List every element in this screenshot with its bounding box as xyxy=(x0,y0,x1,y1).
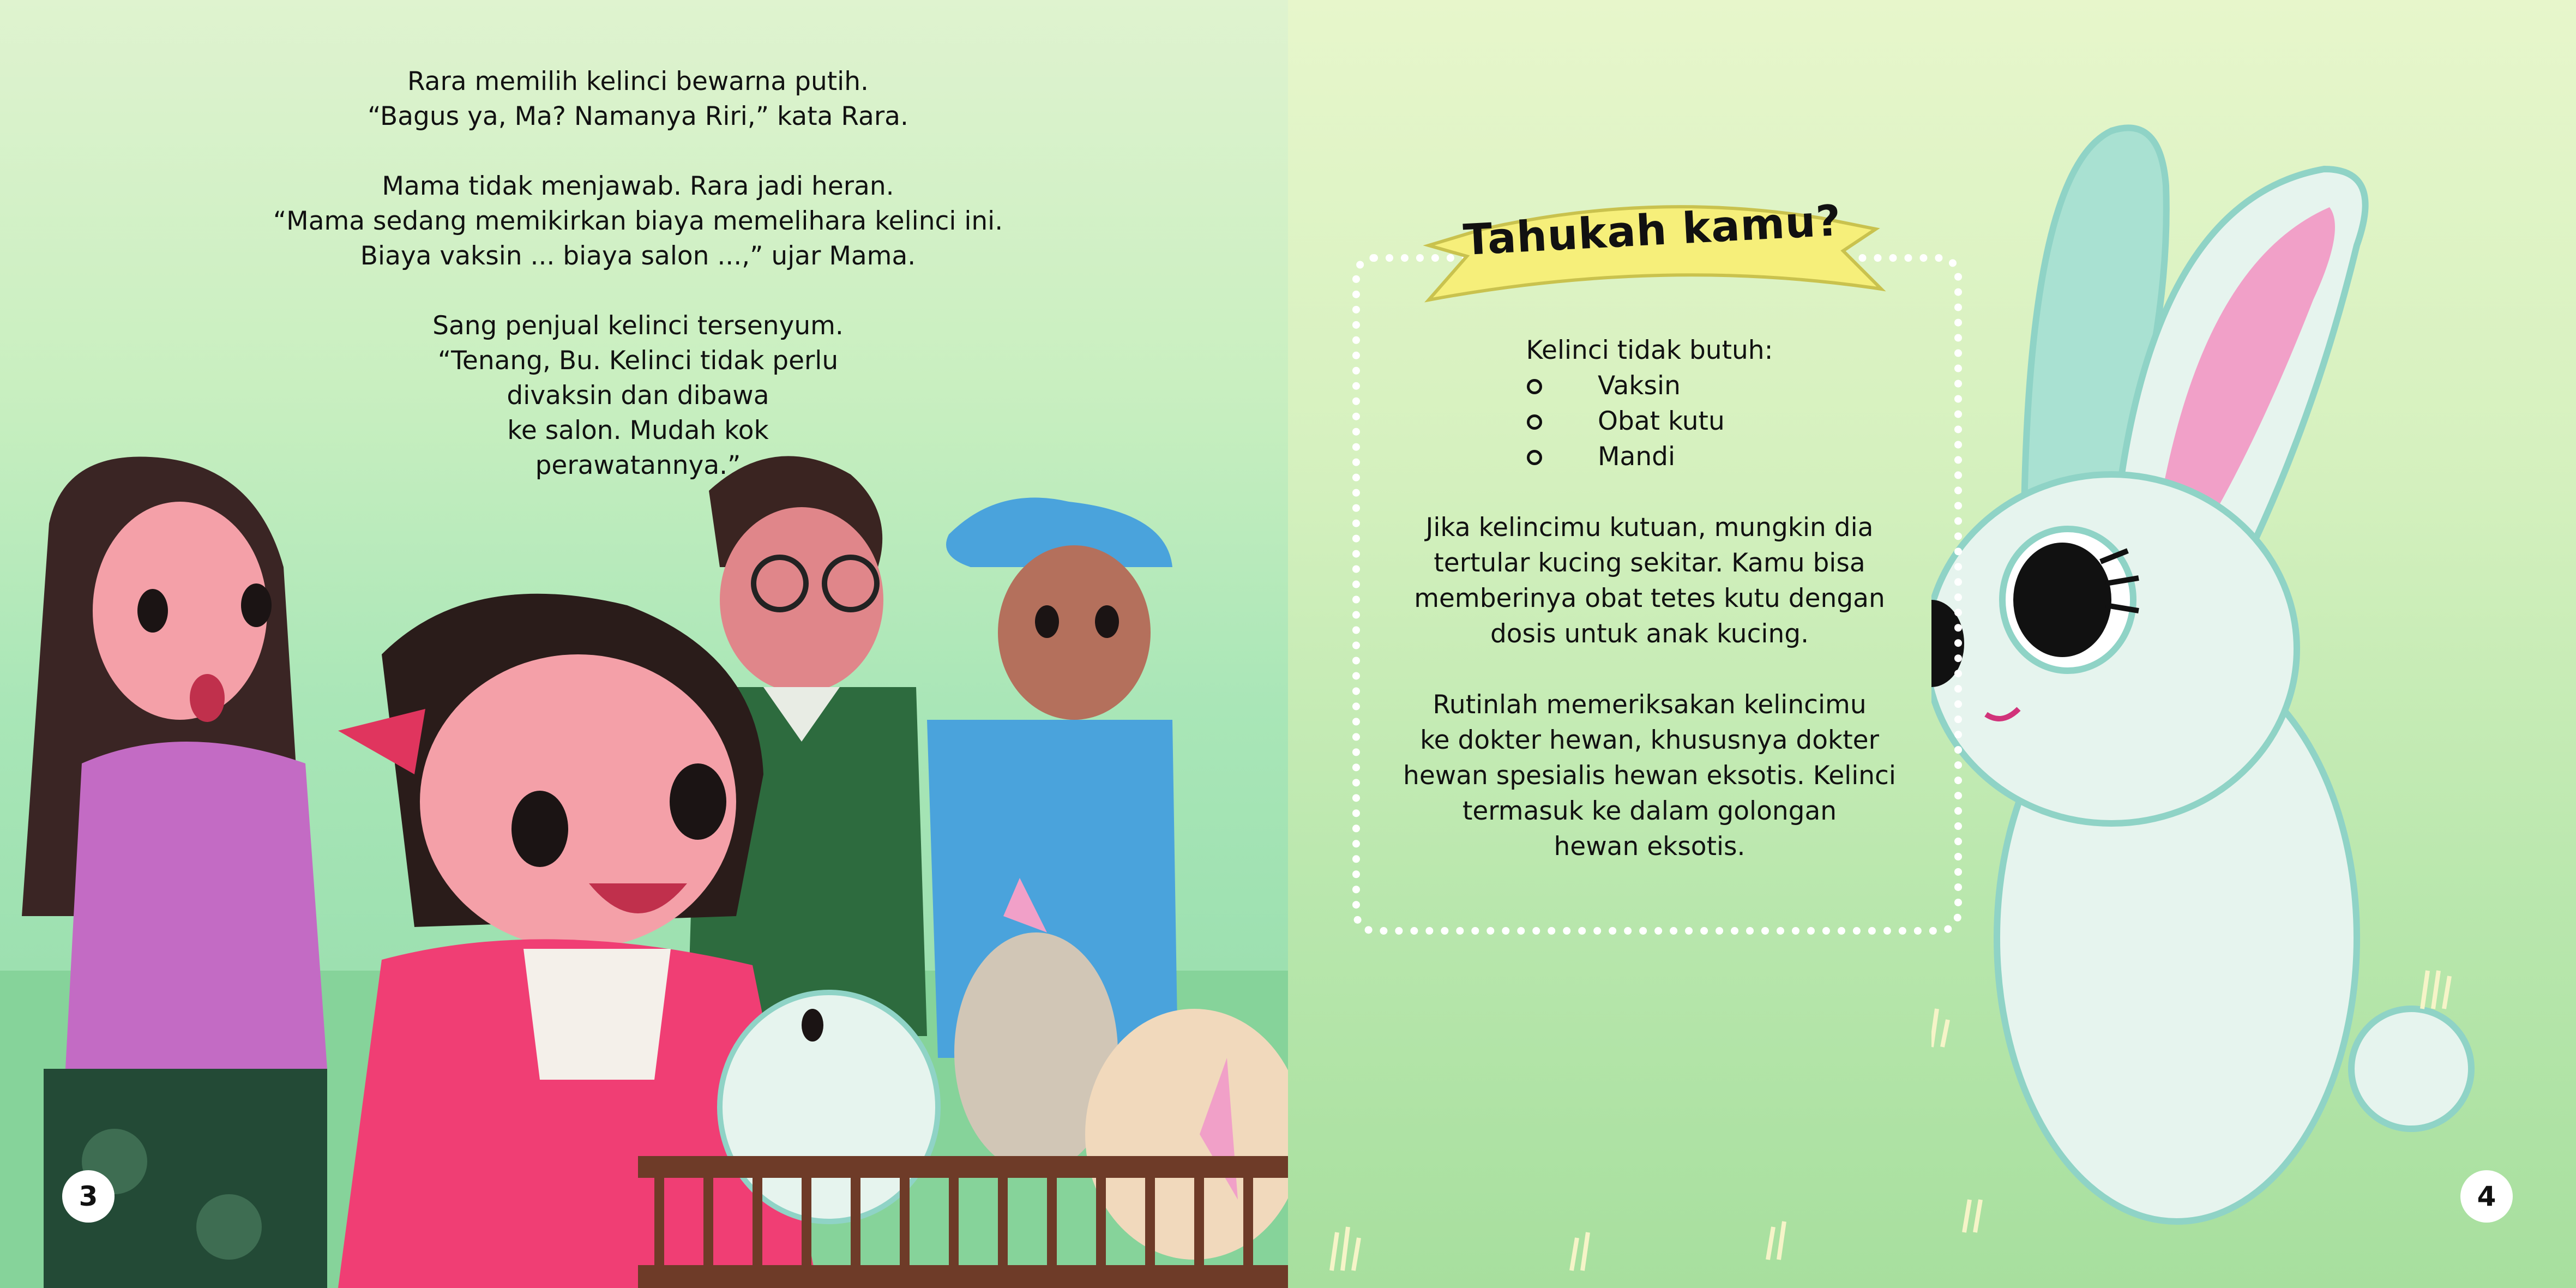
page-number-right: 4 xyxy=(2460,1170,2513,1223)
list-item-label: Vaksin xyxy=(1598,371,1681,401)
story-line: “Bagus ya, Ma? Namanya Riri,” kata Rara. xyxy=(368,101,908,131)
fact-intro: Kelinci tidak butuh: xyxy=(1526,335,1773,365)
list-item xyxy=(1363,368,1936,404)
list-item-label: Mandi xyxy=(1598,442,1676,472)
fact-line: memberinya obat tetes kutu dengan xyxy=(1414,583,1885,613)
fact-line: termasuk ke dalam golongan xyxy=(1462,796,1837,826)
story-paragraph-3 xyxy=(229,309,1047,483)
fact-line: hewan eksotis. xyxy=(1554,832,1746,862)
page-number-left: 3 xyxy=(62,1170,115,1223)
list-item xyxy=(1363,404,1936,439)
fact-line: dosis untuk anak kucing. xyxy=(1490,619,1809,649)
list-item-label: Obat kutu xyxy=(1598,406,1725,436)
story-line: Sang penjual kelinci tersenyum. xyxy=(432,311,844,341)
banner-title: Tahukah kamu? xyxy=(1462,196,1843,266)
story-line: Mama tidak menjawab. Rara jadi heran. xyxy=(382,171,894,201)
circle-bullet-icon xyxy=(1527,379,1542,394)
circle-bullet-icon xyxy=(1527,414,1542,430)
story-paragraph-2 xyxy=(229,169,1047,274)
story-paragraph-1 xyxy=(229,64,1047,134)
fact-line: Jika kelincimu kutuan, mungkin dia xyxy=(1425,513,1874,543)
story-line: perawatannya.” xyxy=(535,450,741,480)
family-scene-illustration xyxy=(0,425,1288,1288)
rabbit-eye xyxy=(2013,543,2111,657)
circle-bullet-icon xyxy=(1527,450,1542,465)
fact-line: ke dokter hewan, khususnya dokter xyxy=(1420,725,1879,755)
story-line: Biaya vaksin ... biaya salon ...,” ujar Mama. xyxy=(360,241,916,271)
story-line: Rara memilih kelinci bewarna putih. xyxy=(407,67,869,97)
ground-grass-left xyxy=(1321,1172,1866,1281)
story-line: “Tenang, Bu. Kelinci tidak perlu xyxy=(437,346,839,376)
list-item xyxy=(1363,439,1936,474)
story-line: ke salon. Mudah kok xyxy=(507,416,769,446)
fact-line: tertular kucing sekitar. Kamu bisa xyxy=(1434,548,1865,578)
fact-list xyxy=(1363,368,1936,474)
story-line: “Mama sedang memikirkan biaya memelihara kelinci ini. xyxy=(273,206,1003,236)
story-line: divaksin dan dibawa xyxy=(507,381,769,411)
rabbit-tail xyxy=(2351,1009,2471,1129)
fact-paragraph-1 xyxy=(1363,510,1936,652)
fact-line: Rutinlah memeriksakan kelincimu xyxy=(1433,690,1867,720)
fact-paragraph-2 xyxy=(1363,687,1936,864)
mother-figure xyxy=(22,457,327,1288)
white-rabbit-illustration xyxy=(1931,120,2576,1288)
fact-text xyxy=(1363,333,1936,900)
fact-line: hewan spesialis hewan eksotis. Kelinci xyxy=(1403,761,1896,791)
story-text xyxy=(229,64,1047,518)
